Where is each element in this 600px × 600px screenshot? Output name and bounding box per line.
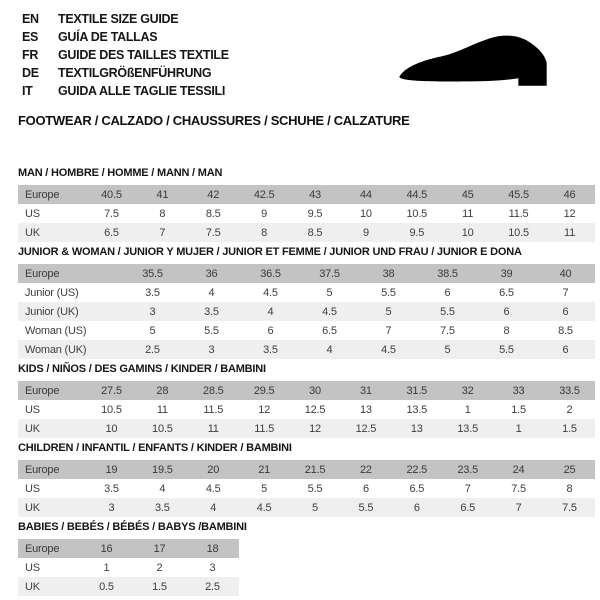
section-title: BABIES / BEBÉS / BÉBÉS / BABYS /BAMBINI — [18, 521, 247, 533]
size-section-man — [18, 168, 582, 242]
size-value-cell: 19.5 — [137, 460, 188, 479]
size-value-cell: 5.5 — [204, 324, 219, 337]
size-value-cell: 3.5 — [241, 340, 300, 359]
language-label: GUÍA DE TALLAS — [58, 30, 158, 44]
shoe-icon — [396, 33, 576, 94]
size-value-cell: 16 — [80, 539, 133, 558]
size-value-cell: 2 — [566, 403, 573, 416]
size-value-cell: 22.5 — [391, 460, 442, 479]
size-value-cell: 3 — [182, 340, 241, 359]
size-value-cell: 43 — [290, 185, 341, 204]
size-value-cell: 1.5 — [511, 403, 526, 416]
size-value-cell: 5.5 — [418, 302, 477, 321]
size-value-cell: 7.5 — [104, 207, 119, 220]
category-line: FOOTWEAR / CALZADO / CHAUSSURES / SCHUHE / CALZATURE — [18, 113, 410, 128]
size-sections — [18, 168, 582, 596]
language-label: TEXTILE SIZE GUIDE — [58, 12, 179, 26]
size-value-cell: 25 — [544, 460, 595, 479]
size-value-cell: 11 — [188, 419, 239, 438]
size-section-junior-woman — [18, 247, 582, 359]
row-label-cell: US — [25, 403, 40, 416]
size-value-cell: 10 — [86, 419, 137, 438]
size-value-cell: 17 — [133, 539, 186, 558]
size-value-cell: 11 — [544, 223, 595, 242]
size-value-cell: 8.5 — [290, 223, 341, 242]
size-value-cell: 11.5 — [203, 403, 224, 416]
table-row — [18, 479, 595, 498]
size-value-cell: 3.5 — [137, 498, 188, 517]
size-value-cell: 11 — [156, 403, 168, 416]
size-value-cell: 2 — [156, 561, 163, 574]
size-value-cell: 23.5 — [442, 460, 493, 479]
size-value-cell: 42.5 — [239, 185, 290, 204]
language-code: IT — [22, 84, 33, 98]
size-table-kids — [18, 381, 595, 438]
size-value-cell: 13 — [359, 403, 372, 416]
size-value-cell: 6.5 — [442, 498, 493, 517]
size-value-cell: 36.5 — [241, 264, 300, 283]
size-value-cell: 29.5 — [239, 381, 290, 400]
language-code: DE — [22, 66, 39, 80]
size-value-cell: 27.5 — [86, 381, 137, 400]
table-row — [18, 223, 595, 242]
table-row — [18, 340, 595, 359]
size-value-cell: 13.5 — [406, 403, 428, 416]
size-value-cell: 4.5 — [239, 498, 290, 517]
size-value-cell: 22 — [340, 460, 391, 479]
size-value-cell: 3 — [123, 302, 182, 321]
size-section-kids — [18, 364, 582, 438]
size-section-babies — [18, 522, 582, 596]
size-value-cell: 8 — [503, 324, 510, 337]
table-row — [18, 419, 595, 438]
table-row — [18, 283, 595, 302]
table-row — [18, 264, 595, 283]
size-value-cell: 1 — [464, 403, 471, 416]
size-value-cell: 38 — [359, 264, 418, 283]
size-value-cell: 4 — [159, 482, 166, 495]
size-value-cell: 4 — [241, 302, 300, 321]
size-value-cell: 6.5 — [409, 482, 425, 495]
size-value-cell: 7.5 — [511, 482, 526, 495]
table-row — [18, 498, 595, 517]
size-value-cell: 5 — [326, 286, 333, 299]
row-label-cell: Europe — [18, 185, 86, 204]
row-label-cell: Europe — [18, 460, 86, 479]
size-value-cell: 8.5 — [558, 324, 573, 337]
size-value-cell: 9 — [340, 223, 391, 242]
size-value-cell: 1.5 — [133, 577, 186, 596]
row-label-cell: US — [25, 207, 40, 220]
size-value-cell: 38.5 — [418, 264, 477, 283]
size-value-cell: 4 — [188, 498, 239, 517]
row-label-cell: Europe — [18, 539, 80, 558]
size-value-cell: 46 — [544, 185, 595, 204]
size-value-cell: 12 — [290, 419, 341, 438]
table-row — [18, 321, 595, 340]
size-value-cell: 10.5 — [493, 223, 544, 242]
size-value-cell: 3 — [209, 561, 216, 574]
size-value-cell: 5.5 — [477, 340, 536, 359]
size-value-cell: 31.5 — [391, 381, 442, 400]
size-value-cell: 30 — [290, 381, 341, 400]
size-value-cell: 8 — [566, 482, 573, 495]
size-value-cell: 42 — [188, 185, 239, 204]
size-value-cell: 24 — [493, 460, 544, 479]
row-label-cell: Junior (US) — [25, 286, 79, 299]
size-value-cell: 6.5 — [86, 223, 137, 242]
section-title: CHILDREN / INFANTIL / ENFANTS / KINDER / BAMBINI — [18, 442, 292, 454]
size-value-cell: 33.5 — [544, 381, 595, 400]
size-value-cell: 4.5 — [263, 286, 278, 299]
size-value-cell: 6.5 — [322, 324, 337, 337]
size-value-cell: 11.5 — [508, 207, 529, 220]
size-value-cell: 12.5 — [304, 403, 326, 416]
language-code: FR — [22, 48, 39, 62]
size-value-cell: 5.5 — [307, 482, 323, 495]
size-value-cell: 8 — [159, 207, 166, 220]
size-value-cell: 20 — [188, 460, 239, 479]
size-value-cell: 45.5 — [493, 185, 544, 204]
size-value-cell: 6 — [536, 302, 595, 321]
size-value-cell: 4.5 — [205, 482, 221, 495]
size-value-cell: 10.5 — [101, 403, 122, 416]
size-value-cell: 1.5 — [544, 419, 595, 438]
size-value-cell: 40 — [536, 264, 595, 283]
size-value-cell: 3 — [86, 498, 137, 517]
row-label-cell: Woman (US) — [25, 324, 87, 337]
size-value-cell: 6 — [267, 324, 274, 337]
table-row — [18, 381, 595, 400]
table-row — [18, 539, 239, 558]
size-value-cell: 39 — [477, 264, 536, 283]
size-value-cell: 28 — [137, 381, 188, 400]
language-label: GUIDE DES TAILLES TEXTILE — [58, 48, 229, 62]
size-value-cell: 5 — [359, 302, 418, 321]
size-value-cell: 10 — [442, 223, 493, 242]
size-value-cell: 6 — [477, 302, 536, 321]
row-label-cell: UK — [18, 498, 86, 517]
size-value-cell: 6 — [444, 286, 451, 299]
size-section-children — [18, 443, 582, 517]
size-value-cell: 7.5 — [188, 223, 239, 242]
size-value-cell: 37.5 — [300, 264, 359, 283]
size-value-cell: 19 — [86, 460, 137, 479]
section-title: JUNIOR & WOMAN / JUNIOR Y MUJER / JUNIOR ET FEMME / JUNIOR UND FRAU / JUNIOR E DONA — [18, 246, 522, 258]
size-value-cell: 33 — [493, 381, 544, 400]
size-value-cell: 7.5 — [544, 498, 595, 517]
size-value-cell: 12.5 — [340, 419, 391, 438]
size-value-cell: 9.5 — [391, 223, 442, 242]
size-value-cell: 11 — [462, 207, 474, 220]
size-value-cell: 12 — [258, 403, 271, 416]
size-value-cell: 32 — [442, 381, 493, 400]
size-value-cell: 12 — [563, 207, 576, 220]
row-label-cell: US — [25, 561, 40, 574]
size-value-cell: 6 — [391, 498, 442, 517]
size-value-cell: 3.5 — [182, 302, 241, 321]
size-value-cell: 31 — [340, 381, 391, 400]
size-value-cell: 6.5 — [499, 286, 514, 299]
table-row — [18, 400, 595, 419]
size-value-cell: 5 — [418, 340, 477, 359]
size-value-cell: 4.5 — [359, 340, 418, 359]
size-value-cell: 13.5 — [442, 419, 493, 438]
size-value-cell: 10.5 — [137, 419, 188, 438]
size-value-cell: 11.5 — [239, 419, 290, 438]
row-label-cell: UK — [18, 223, 86, 242]
table-row — [18, 204, 595, 223]
size-value-cell: 10 — [359, 207, 372, 220]
row-label-cell: Europe — [18, 381, 86, 400]
size-value-cell: 3.5 — [104, 482, 119, 495]
size-table-man — [18, 185, 595, 242]
row-label-cell: US — [25, 482, 40, 495]
size-value-cell: 8 — [239, 223, 290, 242]
language-code: ES — [22, 30, 39, 44]
language-row — [22, 10, 582, 28]
row-label-cell: Woman (UK) — [18, 340, 123, 359]
size-value-cell: 41 — [137, 185, 188, 204]
size-table-junior-woman — [18, 264, 595, 359]
size-value-cell: 5 — [149, 324, 156, 337]
size-value-cell: 9.5 — [307, 207, 323, 220]
size-value-cell: 36 — [182, 264, 241, 283]
section-title: MAN / HOMBRE / HOMME / MANN / MAN — [18, 167, 223, 179]
size-value-cell: 40.5 — [86, 185, 137, 204]
size-value-cell: 5 — [290, 498, 341, 517]
size-value-cell: 1 — [103, 561, 110, 574]
size-table-children — [18, 460, 595, 517]
table-row — [18, 577, 239, 596]
size-value-cell: 6 — [362, 482, 369, 495]
table-row — [18, 302, 595, 321]
size-value-cell: 18 — [186, 539, 239, 558]
row-label-cell: UK — [18, 419, 86, 438]
size-value-cell: 3.5 — [145, 286, 160, 299]
size-value-cell: 7 — [137, 223, 188, 242]
section-title: KIDS / NIÑOS / DES GAMINS / KINDER / BAMBINI — [18, 363, 266, 375]
size-value-cell: 13 — [391, 419, 442, 438]
size-value-cell: 7 — [464, 482, 471, 495]
row-label-cell: Europe — [18, 264, 123, 283]
size-value-cell: 7 — [385, 324, 392, 337]
language-code: EN — [22, 12, 39, 26]
size-value-cell: 10.5 — [406, 207, 428, 220]
size-value-cell: 7 — [562, 286, 569, 299]
size-value-cell: 9 — [261, 207, 268, 220]
language-label: TEXTILGRÖßENFÜHRUNG — [58, 66, 212, 80]
size-value-cell: 0.5 — [80, 577, 133, 596]
size-value-cell: 44 — [340, 185, 391, 204]
size-value-cell: 7.5 — [440, 324, 455, 337]
size-value-cell: 21.5 — [290, 460, 341, 479]
size-value-cell: 45 — [442, 185, 493, 204]
size-value-cell: 2.5 — [186, 577, 239, 596]
row-label-cell: UK — [18, 577, 80, 596]
size-value-cell: 21 — [239, 460, 290, 479]
language-label: GUIDA ALLE TAGLIE TESSILI — [58, 84, 226, 98]
size-value-cell: 8.5 — [205, 207, 221, 220]
size-value-cell: 7 — [493, 498, 544, 517]
size-value-cell: 28.5 — [188, 381, 239, 400]
size-value-cell: 5.5 — [381, 286, 396, 299]
size-value-cell: 4.5 — [300, 302, 359, 321]
size-value-cell: 5 — [261, 482, 268, 495]
size-value-cell: 4 — [208, 286, 215, 299]
size-value-cell: 35.5 — [123, 264, 182, 283]
table-row — [18, 460, 595, 479]
size-value-cell: 6 — [536, 340, 595, 359]
size-value-cell: 4 — [300, 340, 359, 359]
size-table-babies — [18, 539, 239, 596]
row-label-cell: Junior (UK) — [18, 302, 123, 321]
size-value-cell: 5.5 — [340, 498, 391, 517]
table-row — [18, 185, 595, 204]
table-row — [18, 558, 239, 577]
size-value-cell: 44.5 — [391, 185, 442, 204]
size-value-cell: 2.5 — [123, 340, 182, 359]
size-value-cell: 1 — [493, 419, 544, 438]
